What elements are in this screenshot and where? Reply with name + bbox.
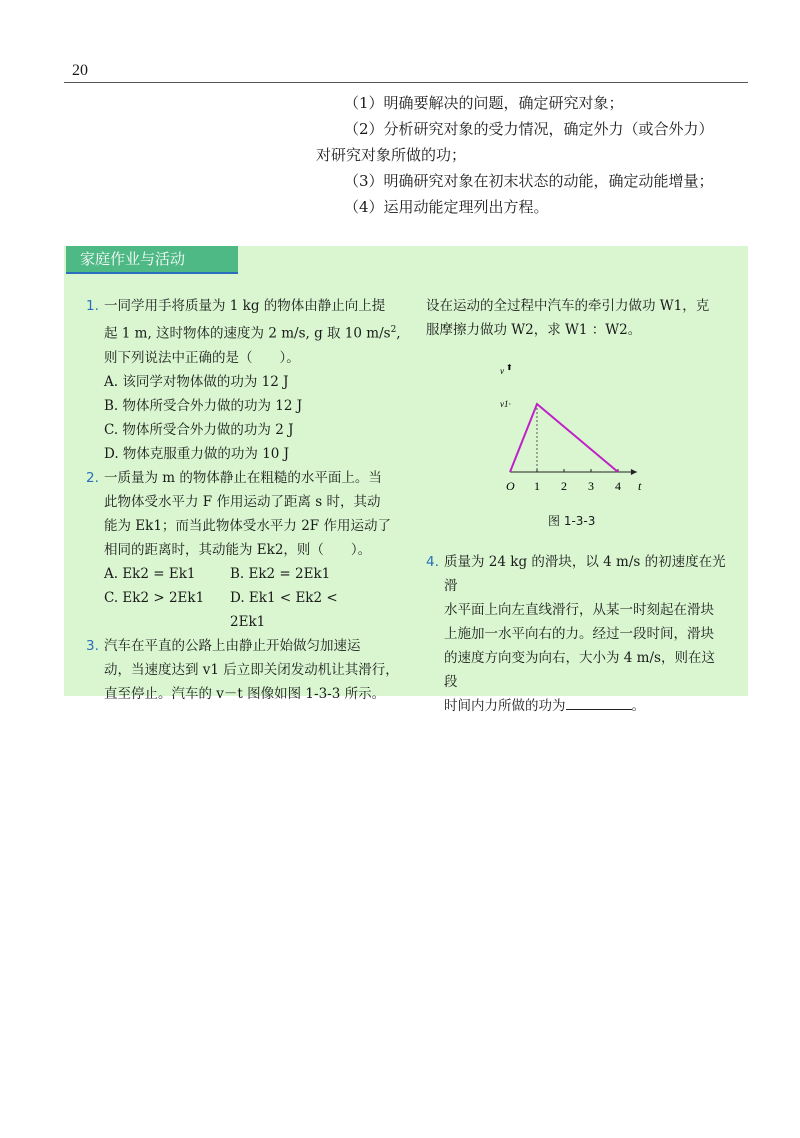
velocity-series-line <box>510 404 618 472</box>
question-1-stem-line: 一同学用手将质量为 1 kg 的物体由静止向上提 <box>104 298 386 314</box>
question-1-stem-line: 则下列说法中正确的是（ ）。 <box>104 349 300 366</box>
question-1 <box>86 294 416 370</box>
x-tick-label: 1 <box>534 479 540 493</box>
y-axis-label: v <box>500 366 504 376</box>
question-4-line: 上施加一水平向右的力。经过一段时间，滑块 <box>444 626 714 642</box>
step-3: （3）明确研究对象在初末状态的动能，确定动能增量； <box>344 172 714 190</box>
question-3-line: 动，当速度达到 v1 后立即关闭发动机让其滑行， <box>104 661 399 678</box>
question-2-line: 一质量为 m 的物体静止在粗糙的水平面上。当 <box>104 469 382 486</box>
question-1-option-b[interactable]: B. 物体所受合外力做的功为 12 J <box>104 397 303 414</box>
question-2 <box>86 466 416 562</box>
x-tick-label: 3 <box>588 479 594 493</box>
question-2-line: 能为 Ek1；而当此物体受水平力 2F 作用运动了 <box>104 517 391 534</box>
question-2-line: 此物体受水平力 F 作用运动了距离 s 时，其动 <box>104 493 381 510</box>
question-1-option-a[interactable]: A. 该同学对物体做的功为 12 J <box>104 373 289 390</box>
step-2-continued: 对研究对象所做的功； <box>316 146 467 164</box>
page-number: 20 <box>72 62 88 79</box>
question-2-option-d[interactable]: D. Ek1 < Ek2 < 2Ek1 <box>230 589 338 630</box>
y-axis-arrow: ⬆ <box>506 363 513 372</box>
question-4-line: 时间内力所做的功为 。 <box>444 694 726 718</box>
origin-label: O <box>506 479 515 493</box>
question-4-line: 水平面上向左直线滑行，从某一时刻起在滑块 <box>444 602 714 618</box>
x-axis-label: t <box>638 479 642 493</box>
question-1-option-c[interactable]: C. 物体所受合外力做的功为 2 J <box>104 421 294 438</box>
question-4 <box>426 550 726 718</box>
question-number: 3. <box>86 637 99 654</box>
peak-label: v1· <box>500 399 511 409</box>
question-4-line: 质量为 24 kg 的滑块，以 4 m/s 的初速度在光滑 <box>444 554 726 594</box>
x-axis-arrow <box>631 469 637 475</box>
question-number: 2. <box>86 469 99 486</box>
question-2-option-a[interactable]: A. Ek2 = Ek1 <box>104 565 196 582</box>
step-4: （4）运用动能定理列出方程。 <box>344 198 549 216</box>
step-1: （1）明确要解决的问题，确定研究对象； <box>344 94 624 112</box>
question-3-line: 设在运动的全过程中汽车的牵引力做功 W1，克 <box>426 298 710 314</box>
answer-blank[interactable] <box>566 695 632 710</box>
question-1-option-d[interactable]: D. 物体克服重力做的功为 10 J <box>104 445 290 462</box>
question-3-line: 汽车在平直的公路上由静止开始做匀加速运 <box>104 637 361 654</box>
question-4-line: 的速度方向变为向右，大小为 4 m/s，则在这段 <box>444 650 715 690</box>
question-2-line: 相同的距离时，其动能为 Ek2，则（ ）。 <box>104 541 372 558</box>
question-2-options-row <box>86 562 416 586</box>
vt-graph <box>496 360 666 500</box>
section-title-underline <box>66 272 238 274</box>
question-2-option-b[interactable]: B. Ek2 = 2Ek1 <box>230 565 331 582</box>
question-2-option-c[interactable]: C. Ek2 > 2Ek1 <box>104 589 205 606</box>
figure-caption: 图 1-3-3 <box>548 514 596 528</box>
question-3-line: 服摩擦力做功 W2，求 W1 ：W2。 <box>426 322 642 338</box>
question-number: 1. <box>86 298 99 314</box>
question-3-line: 直至停止。汽车的 v－t 图像如图 1-3-3 所示。 <box>104 685 386 702</box>
question-1-stem-line: 起 1 m, 这时物体的速度为 2 m/s, g 取 10 $m/s^2$, <box>104 325 401 342</box>
right-column <box>426 294 726 342</box>
question-number: 4. <box>426 554 439 570</box>
header-rule <box>64 82 748 83</box>
x-tick-label: 4 <box>615 479 621 493</box>
left-column <box>86 294 416 706</box>
section-title: 家庭作业与活动 <box>66 246 238 272</box>
step-2: （2）分析研究对象的受力情况，确定外力（或合外力） <box>344 120 714 138</box>
x-tick-label: 2 <box>561 479 567 493</box>
question-2-options-row <box>86 586 416 634</box>
method-steps <box>316 90 752 220</box>
question-3 <box>86 634 416 706</box>
